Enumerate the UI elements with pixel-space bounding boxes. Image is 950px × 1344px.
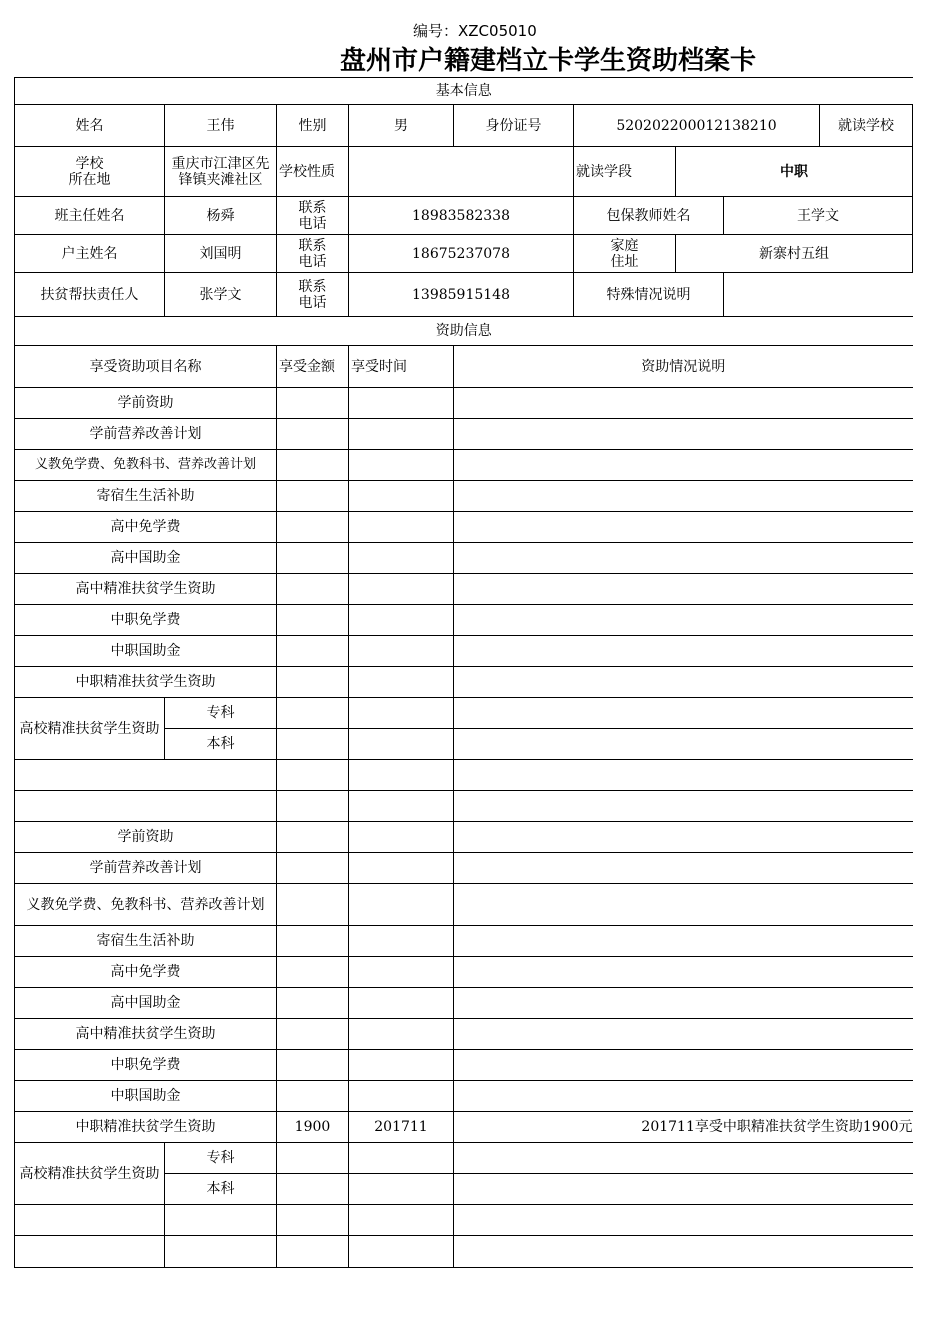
aid-row [15, 481, 913, 512]
helper-label: 扶贫帮扶责任人 [15, 273, 165, 317]
aid-row [15, 543, 913, 574]
desc-cell [454, 1081, 913, 1112]
time-cell [349, 853, 454, 884]
time-cell [349, 791, 454, 822]
id-value: 520202200012138210 [574, 105, 820, 147]
time-cell [349, 957, 454, 988]
aid-section-title: 资助信息 [15, 317, 913, 346]
household-phone-value: 18675237078 [349, 235, 574, 273]
amount-cell [277, 481, 349, 512]
aid-item-name: 义教免学费、免教科书、营养改善计划 [15, 884, 277, 926]
desc-cell [454, 419, 913, 450]
desc-cell [454, 1050, 913, 1081]
basic-section-title: 基本信息 [15, 78, 913, 105]
time-cell [349, 667, 454, 698]
aid-item-name: 学前资助 [15, 822, 277, 853]
teacher-phone-label: 联系 电话 [277, 197, 349, 235]
aid-item-name: 寄宿生生活补助 [15, 481, 277, 512]
amount-cell [277, 1174, 349, 1205]
desc-cell [454, 636, 913, 667]
amount-cell [277, 605, 349, 636]
blank-cell [15, 1205, 165, 1236]
desc-cell [454, 988, 913, 1019]
aid-item-name: 中职国助金 [15, 636, 277, 667]
aid-row [15, 636, 913, 667]
amount-cell [277, 450, 349, 481]
aid-item-name: 学前资助 [15, 388, 277, 419]
aid-item-name: 中职精准扶贫学生资助 [15, 667, 277, 698]
page-title: 盘州市户籍建档立卡学生资助档案卡 [340, 46, 757, 76]
college-aid-label: 高校精准扶贫学生资助 [15, 1143, 165, 1205]
gender-value: 男 [349, 105, 454, 147]
aid-item-name: 高中国助金 [15, 988, 277, 1019]
time-cell [349, 419, 454, 450]
aid-row [15, 957, 913, 988]
teacher-label: 班主任姓名 [15, 197, 165, 235]
desc-cell [454, 1236, 913, 1268]
aid-row [15, 388, 913, 419]
desc-cell [454, 884, 913, 926]
school-type-value [349, 147, 574, 197]
time-cell [349, 1205, 454, 1236]
amount-cell [277, 388, 349, 419]
blank-cell [15, 791, 277, 822]
amount-cell [277, 988, 349, 1019]
helper-value: 张学文 [165, 273, 277, 317]
aid-item-name: 高中精准扶贫学生资助 [15, 574, 277, 605]
college-sub-label: 本科 [165, 729, 277, 760]
amount-cell [277, 957, 349, 988]
amount-cell [277, 419, 349, 450]
desc-cell: 201711享受中职精准扶贫学生资助1900元 [454, 1112, 913, 1143]
time-cell [349, 698, 454, 729]
desc-cell [454, 667, 913, 698]
household-phone-label: 联系 电话 [277, 235, 349, 273]
amount-cell [277, 1081, 349, 1112]
amount-cell [277, 512, 349, 543]
amount-cell [277, 574, 349, 605]
time-cell [349, 450, 454, 481]
amount-cell [277, 884, 349, 926]
aid-row [15, 822, 913, 853]
aid-item-name: 义教免学费、免教科书、营养改善计划 [15, 450, 277, 481]
desc-cell [454, 698, 913, 729]
aid-item-name: 高中免学费 [15, 957, 277, 988]
special-value [724, 273, 913, 317]
blank-cell [15, 1236, 165, 1268]
desc-cell [454, 926, 913, 957]
amount-cell [277, 1143, 349, 1174]
desc-cell [454, 450, 913, 481]
aid-row [15, 1050, 913, 1081]
address-label: 家庭 住址 [574, 235, 676, 273]
time-cell [349, 729, 454, 760]
special-label: 特殊情况说明 [574, 273, 724, 317]
col-time: 享受时间 [349, 346, 454, 388]
time-cell [349, 1019, 454, 1050]
school-label: 就读学校 [820, 105, 913, 147]
teacher-value: 杨舜 [165, 197, 277, 235]
time-cell: 201711 [349, 1112, 454, 1143]
amount-cell [277, 1050, 349, 1081]
college-aid-label: 高校精准扶贫学生资助 [15, 698, 165, 760]
amount-cell [277, 667, 349, 698]
desc-cell [454, 1205, 913, 1236]
amount-cell [277, 822, 349, 853]
desc-cell [454, 729, 913, 760]
desc-cell [454, 481, 913, 512]
aid-row [15, 605, 913, 636]
college-sub-label: 专科 [165, 1143, 277, 1174]
stage-label: 就读学段 [574, 147, 676, 197]
amount-cell [277, 636, 349, 667]
aid-row [15, 450, 913, 481]
address-value: 新寨村五组 [676, 235, 913, 273]
blank-cell [15, 760, 277, 791]
aid-item-name: 学前营养改善计划 [15, 853, 277, 884]
time-cell [349, 543, 454, 574]
amount-cell [277, 698, 349, 729]
desc-cell [454, 853, 913, 884]
aid-row [15, 1112, 913, 1143]
time-cell [349, 1236, 454, 1268]
helper-phone-label: 联系 电话 [277, 273, 349, 317]
amount-cell [277, 543, 349, 574]
archive-code: 编号：XZC05010 [413, 22, 537, 40]
aid-item-name: 学前营养改善计划 [15, 419, 277, 450]
teacher-phone-value: 18983582338 [349, 197, 574, 235]
helper-phone-value: 13985915148 [349, 273, 574, 317]
amount-cell [277, 1236, 349, 1268]
aid-item-name: 中职免学费 [15, 605, 277, 636]
aid-row [15, 512, 913, 543]
desc-cell [454, 1174, 913, 1205]
aid-group-2 [15, 822, 913, 1143]
guarantor-value: 王学文 [724, 197, 913, 235]
amount-cell [277, 760, 349, 791]
time-cell [349, 1050, 454, 1081]
desc-cell [454, 957, 913, 988]
desc-cell [454, 512, 913, 543]
amount-cell [277, 853, 349, 884]
desc-cell [454, 605, 913, 636]
gender-label: 性别 [277, 105, 349, 147]
amount-cell [277, 926, 349, 957]
aid-item-name: 高中精准扶贫学生资助 [15, 1019, 277, 1050]
time-cell [349, 884, 454, 926]
aid-row [15, 884, 913, 926]
desc-cell [454, 1143, 913, 1174]
id-label: 身份证号 [454, 105, 574, 147]
blank-cell [165, 1236, 277, 1268]
name-label: 姓名 [15, 105, 165, 147]
time-cell [349, 574, 454, 605]
school-location-value: 重庆市江津区先锋镇夹滩社区 [165, 147, 277, 197]
school-location-label: 学校 所在地 [15, 147, 165, 197]
desc-cell [454, 543, 913, 574]
time-cell [349, 760, 454, 791]
time-cell [349, 481, 454, 512]
col-amount: 享受金额 [277, 346, 349, 388]
amount-cell [277, 1019, 349, 1050]
aid-item-name: 寄宿生生活补助 [15, 926, 277, 957]
desc-cell [454, 388, 913, 419]
aid-group-1 [15, 388, 913, 698]
desc-cell [454, 1019, 913, 1050]
guarantor-label: 包保教师姓名 [574, 197, 724, 235]
desc-cell [454, 760, 913, 791]
amount-cell: 1900 [277, 1112, 349, 1143]
household-value: 刘国明 [165, 235, 277, 273]
desc-cell [454, 822, 913, 853]
col-project-name: 享受资助项目名称 [15, 346, 277, 388]
aid-item-name: 中职免学费 [15, 1050, 277, 1081]
aid-item-name: 高中免学费 [15, 512, 277, 543]
time-cell [349, 1143, 454, 1174]
aid-row [15, 988, 913, 1019]
archive-table [14, 77, 913, 1268]
time-cell [349, 605, 454, 636]
aid-row [15, 667, 913, 698]
time-cell [349, 1081, 454, 1112]
time-cell [349, 1174, 454, 1205]
amount-cell [277, 729, 349, 760]
aid-row [15, 926, 913, 957]
aid-item-name: 中职国助金 [15, 1081, 277, 1112]
desc-cell [454, 791, 913, 822]
col-description: 资助情况说明 [454, 346, 913, 388]
time-cell [349, 988, 454, 1019]
time-cell [349, 926, 454, 957]
time-cell [349, 636, 454, 667]
time-cell [349, 388, 454, 419]
amount-cell [277, 791, 349, 822]
blank-cell [165, 1205, 277, 1236]
desc-cell [454, 574, 913, 605]
aid-row [15, 574, 913, 605]
aid-row [15, 853, 913, 884]
name-value: 王伟 [165, 105, 277, 147]
stage-value: 中职 [676, 147, 913, 197]
aid-row [15, 419, 913, 450]
school-type-label: 学校性质 [277, 147, 349, 197]
college-sub-label: 本科 [165, 1174, 277, 1205]
amount-cell [277, 1205, 349, 1236]
aid-item-name: 中职精准扶贫学生资助 [15, 1112, 277, 1143]
household-label: 户主姓名 [15, 235, 165, 273]
time-cell [349, 822, 454, 853]
time-cell [349, 512, 454, 543]
aid-item-name: 高中国助金 [15, 543, 277, 574]
college-sub-label: 专科 [165, 698, 277, 729]
aid-row [15, 1019, 913, 1050]
aid-row [15, 1081, 913, 1112]
